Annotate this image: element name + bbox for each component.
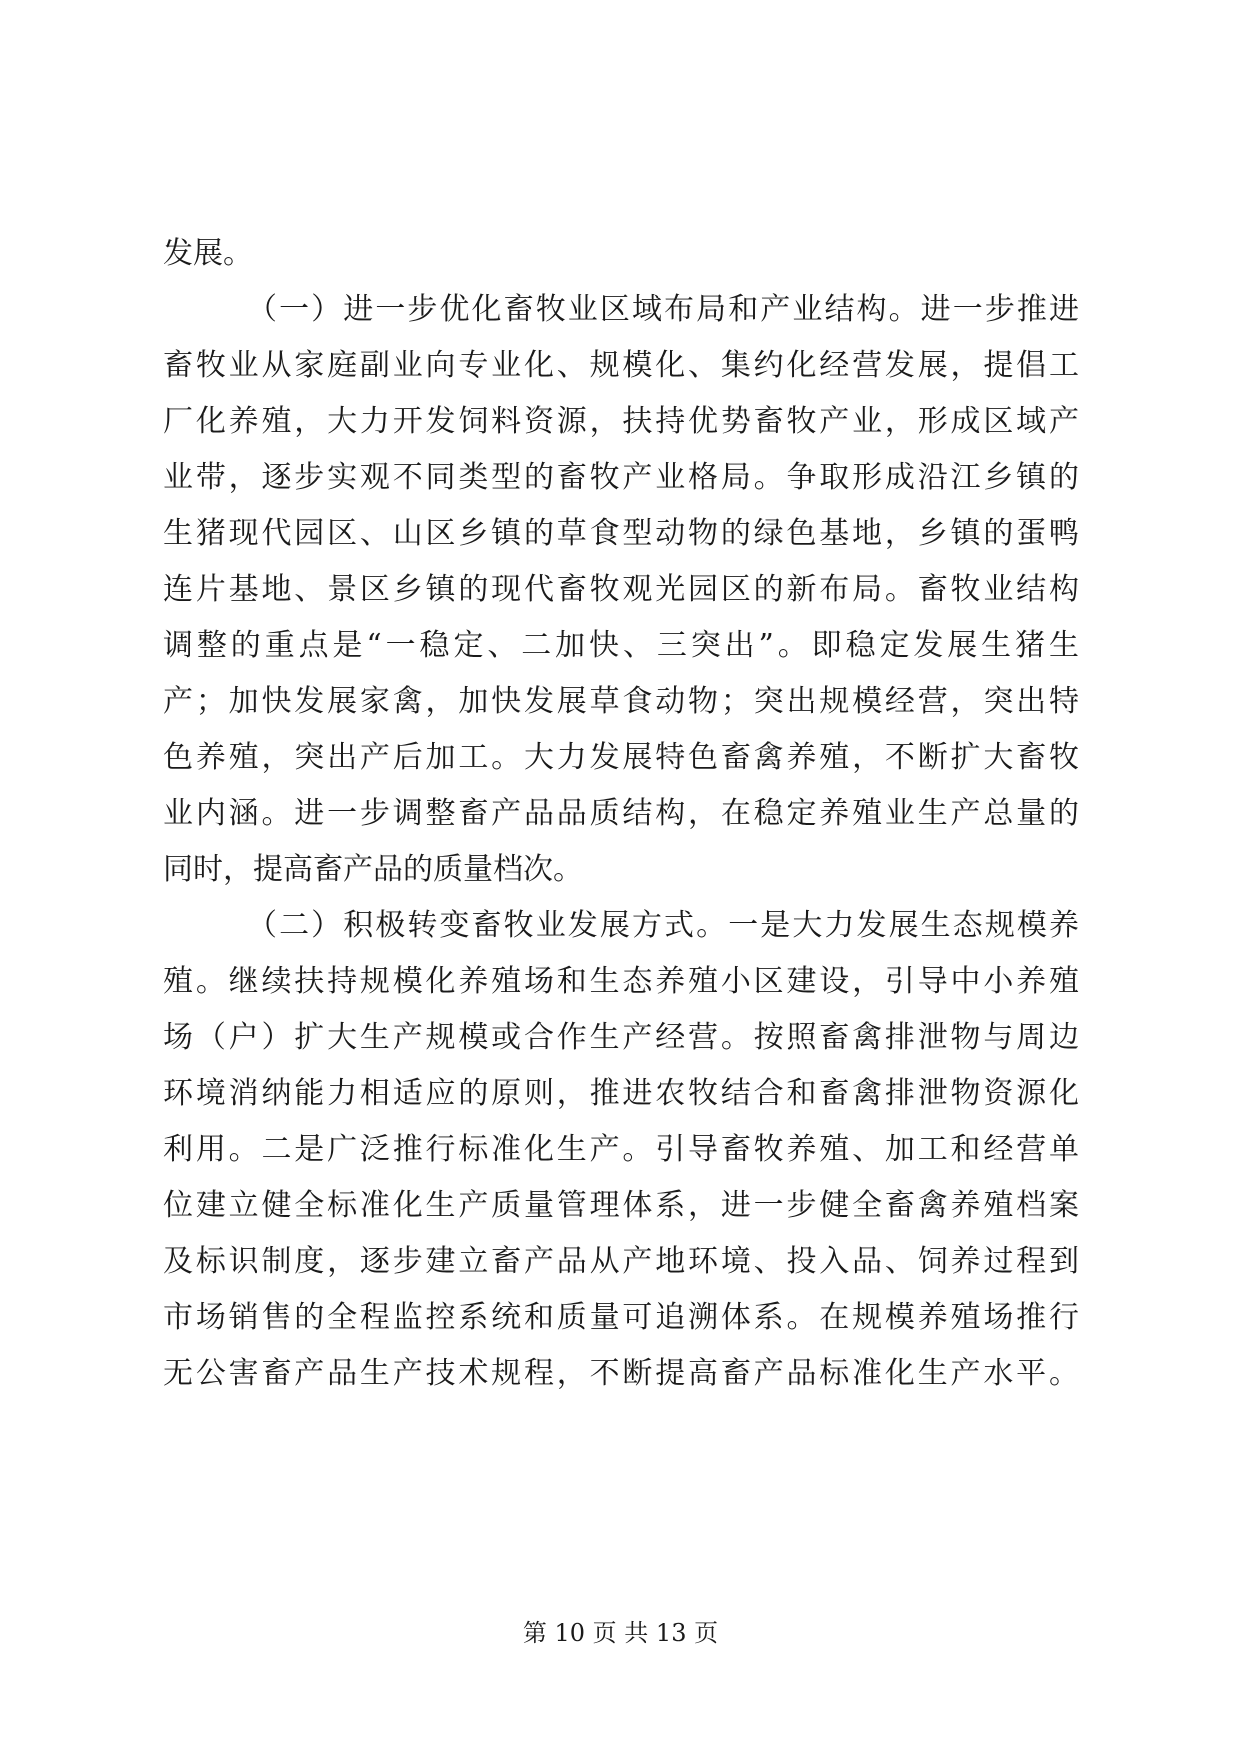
text-line: 及标识制度，逐步建立畜产品从产地环境、投入品、饲养过程到 [163, 1244, 1079, 1279]
text-line: 场（户）扩大生产规模或合作生产经营。按照畜禽排泄物与周边 [163, 1020, 1079, 1055]
text-line: 利用。二是广泛推行标准化生产。引导畜牧养殖、加工和经营单 [163, 1132, 1079, 1167]
text-line: 畜牧业从家庭副业向专业化、规模化、集约化经营发展，提倡工 [163, 348, 1079, 383]
text-line: 色养殖，突出产后加工。大力发展特色畜禽养殖，不断扩大畜牧 [163, 740, 1079, 775]
text-line: 业内涵。进一步调整畜产品品质结构，在稳定养殖业生产总量的 [163, 796, 1079, 831]
page-number-footer: 第 10 页 共 13 页 [522, 1619, 719, 1647]
text-line: 位建立健全标准化生产质量管理体系，进一步健全畜禽养殖档案 [163, 1188, 1079, 1223]
text-line: 产；加快发展家禽，加快发展草食动物；突出规模经营，突出特 [163, 684, 1079, 719]
text-line: 市场销售的全程监控系统和质量可追溯体系。在规模养殖场推行 [163, 1300, 1079, 1335]
text-line: 业带，逐步实观不同类型的畜牧产业格局。争取形成沿江乡镇的 [163, 460, 1079, 495]
paragraph-heading-line: （二）积极转变畜牧业发展方式。一是大力发展生态规模养 [247, 908, 1079, 943]
text-line: 厂化养殖，大力开发饲料资源，扶持优势畜牧产业，形成区域产 [163, 404, 1079, 439]
text-line: 发展。 [163, 236, 253, 271]
paragraph-heading-line: （一）进一步优化畜牧业区域布局和产业结构。进一步推进 [247, 292, 1079, 327]
text-line: 调整的重点是“一稳定、二加快、三突出”。即稳定发展生猪生 [163, 628, 1079, 663]
text-line: 连片基地、景区乡镇的现代畜牧观光园区的新布局。畜牧业结构 [163, 572, 1079, 607]
text-line: 无公害畜产品生产技术规程，不断提高畜产品标准化生产水平。 [163, 1356, 1079, 1391]
text-line: 殖。继续扶持规模化养殖场和生态养殖小区建设，引导中小养殖 [163, 964, 1079, 999]
text-line: 同时，提高畜产品的质量档次。 [163, 852, 583, 887]
text-line: 生猪现代园区、山区乡镇的草食型动物的绿色基地，乡镇的蛋鸭 [163, 516, 1079, 551]
text-line: 环境消纳能力相适应的原则，推进农牧结合和畜禽排泄物资源化 [163, 1076, 1079, 1111]
